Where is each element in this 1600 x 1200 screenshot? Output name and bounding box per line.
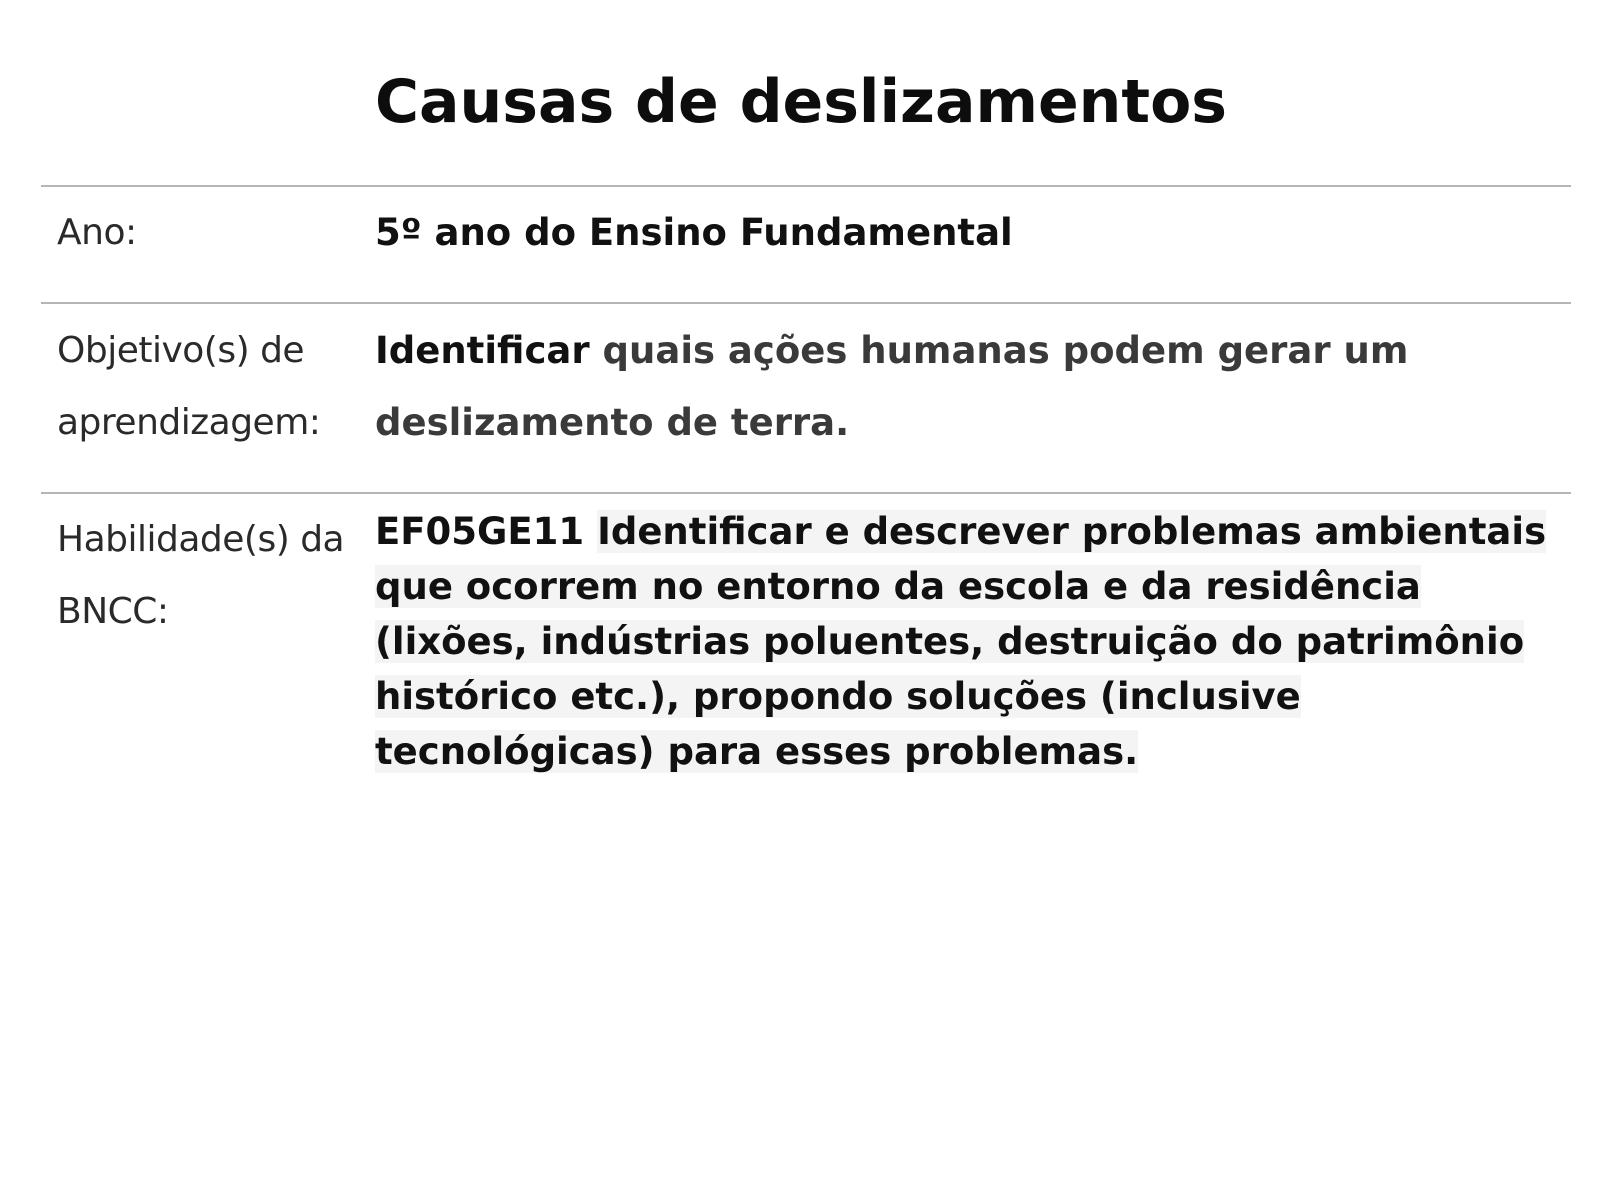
ano-value: 5º ano do Ensino Fundamental [375,211,1013,254]
divider [41,185,1571,187]
objetivo-text: quais ações humanas podem gerar um deslizamento de terra. [375,329,1409,444]
ano-label: Ano: [57,212,137,253]
page-title: Causas de deslizamentos [375,67,1228,137]
divider [41,492,1571,494]
objetivo-label: Objetivo(s) de aprendizagem: [57,330,321,443]
objetivo-value [375,315,1545,459]
bncc-code: EF05GE11 [375,510,585,553]
habilidade-label: Habilidade(s) da BNCC: [57,519,345,632]
habilidade-value [375,504,1555,779]
habilidade-text: Identificar e descrever problemas ambientais que ocorrem no entorno da escola e da residência (lixões, indústrias poluentes, destruição do patrimônio histórico etc.), propondo soluções (inclusive tecnológicas) para esses problemas. [375,510,1547,773]
divider [41,302,1571,304]
objetivo-verb: Identificar [375,329,590,372]
